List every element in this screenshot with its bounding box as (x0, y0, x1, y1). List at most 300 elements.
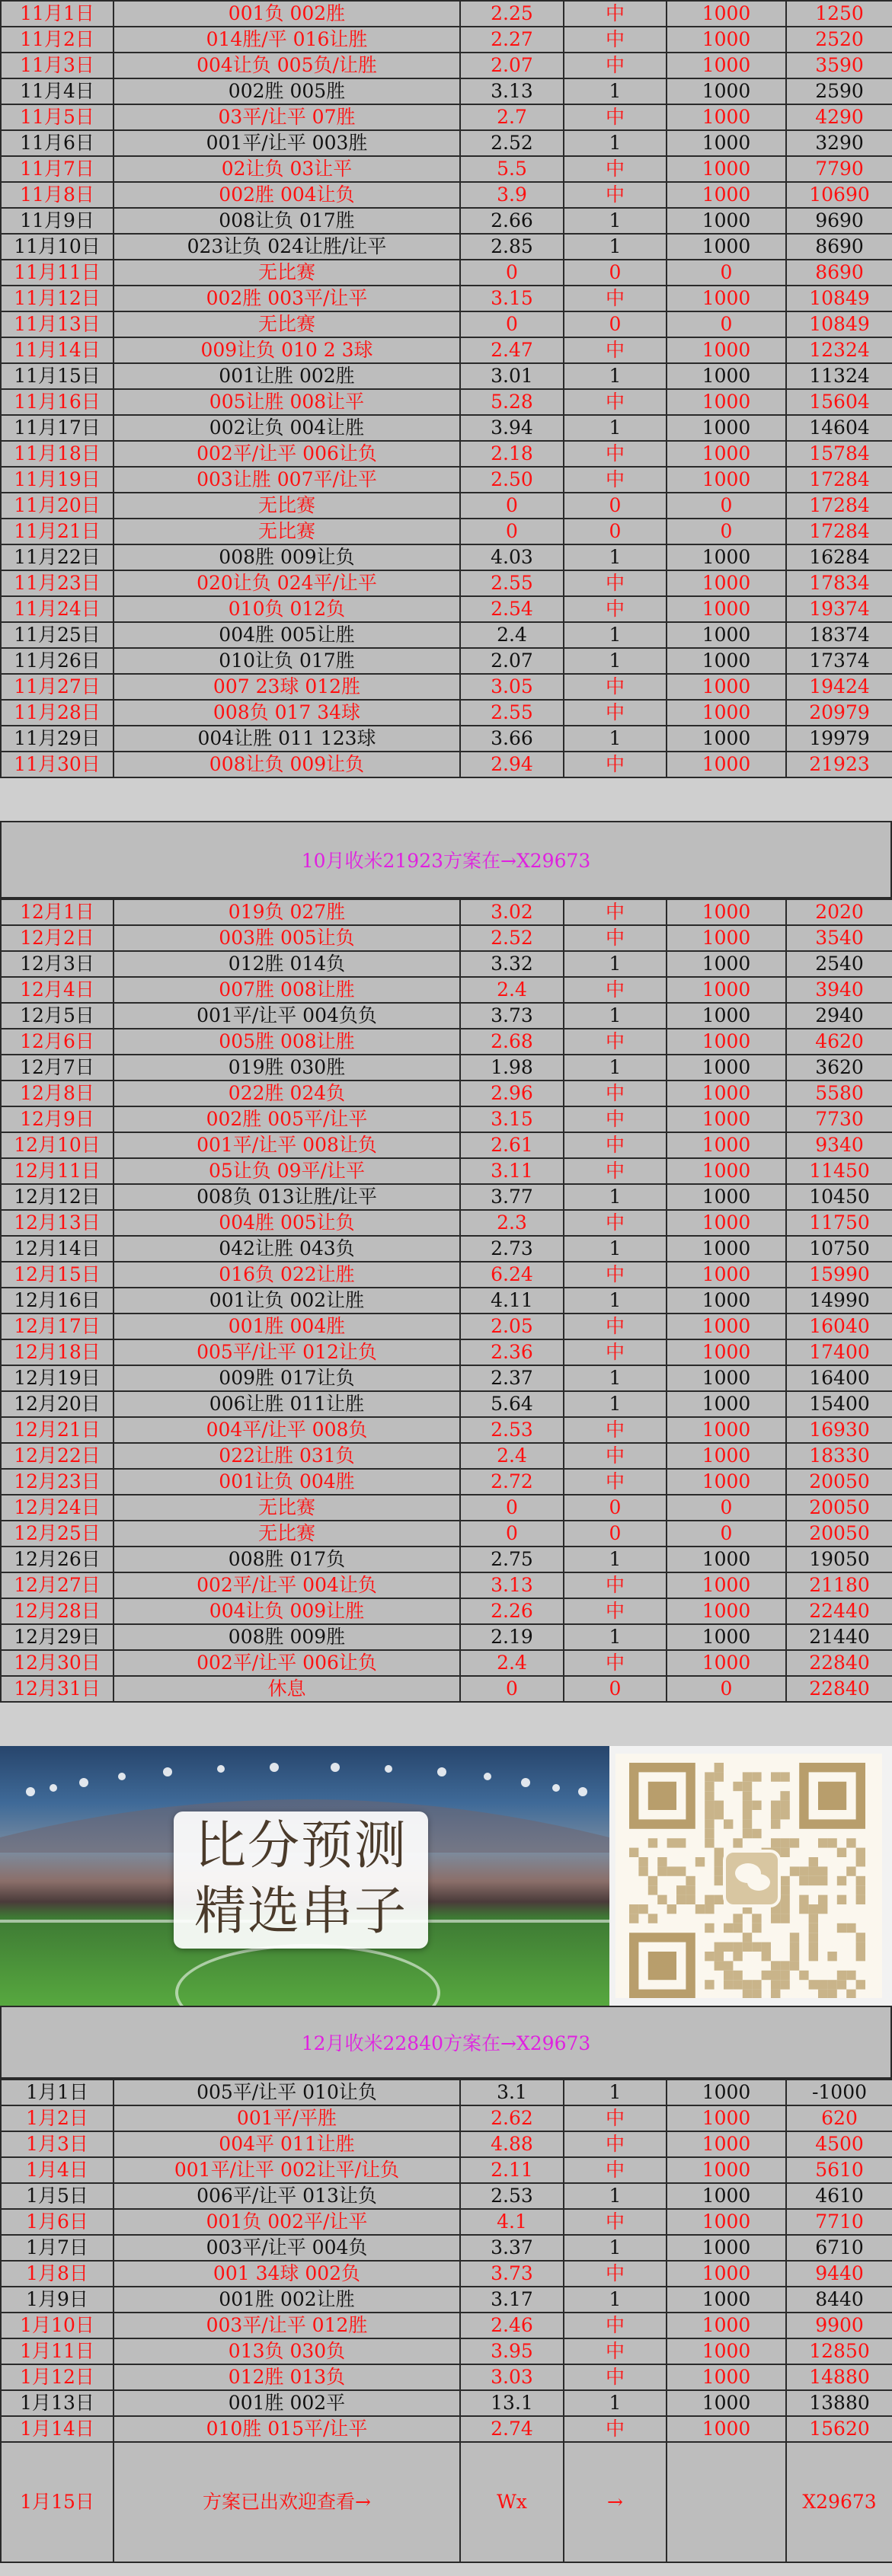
table-row (1, 1184, 892, 1210)
table-row (1, 648, 892, 674)
stake-cell: 1000 (667, 1262, 786, 1288)
date-cell: 12月5日 (1, 1003, 113, 1029)
date-cell: 12月20日 (1, 1391, 113, 1417)
table-row (1, 2442, 892, 2562)
date-cell: 1月1日 (1, 2080, 113, 2105)
date-cell: 12月28日 (1, 1598, 113, 1624)
table-row (1, 1339, 892, 1365)
stake-cell: 1000 (667, 2131, 786, 2157)
odds-cell: 3.9 (460, 182, 564, 208)
stake-cell: 1000 (667, 363, 786, 389)
table-row (1, 1029, 892, 1055)
balance-cell: 20979 (786, 700, 892, 726)
date-cell: 11月5日 (1, 104, 113, 130)
stake-cell: 1000 (667, 648, 786, 674)
table-row (1, 182, 892, 208)
picks-cell: 001胜 002平 (113, 2390, 460, 2416)
date-cell: 12月15日 (1, 1262, 113, 1288)
table-row (1, 1003, 892, 1029)
date-cell: 12月6日 (1, 1029, 113, 1055)
result-cell: 1 (564, 78, 667, 104)
stake-cell: 0 (667, 260, 786, 286)
table-row (1, 234, 892, 260)
december-rows (1, 899, 892, 1702)
promo-line-2: 精选串子 (193, 1882, 408, 1942)
table-row (1, 1210, 892, 1236)
table-row (1, 674, 892, 700)
date-cell: 11月21日 (1, 519, 113, 544)
date-cell: 12月29日 (1, 1624, 113, 1650)
result-cell: 1 (564, 1236, 667, 1262)
odds-cell: 3.37 (460, 2235, 564, 2261)
table-row (1, 951, 892, 977)
table-row (1, 1676, 892, 1702)
stake-cell: 1000 (667, 1624, 786, 1650)
odds-cell: 13.1 (460, 2390, 564, 2416)
balance-cell: 19424 (786, 674, 892, 700)
date-cell: 12月10日 (1, 1132, 113, 1158)
date-cell: 12月26日 (1, 1547, 113, 1572)
odds-cell: 0 (460, 519, 564, 544)
picks-cell: 001平/让平 002让平/让负 (113, 2157, 460, 2183)
picks-cell: 042让胜 043负 (113, 1236, 460, 1262)
date-cell: 12月25日 (1, 1521, 113, 1547)
balance-cell: 5580 (786, 1081, 892, 1106)
picks-cell: 002平/让平 006让负 (113, 441, 460, 467)
odds-cell: 2.62 (460, 2105, 564, 2131)
date-cell: 1月14日 (1, 2416, 113, 2442)
date-cell: 1月6日 (1, 2209, 113, 2235)
result-cell: 中 (564, 467, 667, 493)
odds-cell: 3.13 (460, 78, 564, 104)
picks-cell: 方案已出欢迎查看→ (113, 2442, 460, 2562)
stake-cell: 0 (667, 1676, 786, 1702)
picks-cell: 014胜/平 016让胜 (113, 27, 460, 53)
date-cell: 11月13日 (1, 311, 113, 337)
stake-cell: 1000 (667, 389, 786, 415)
balance-cell: 1250 (786, 1, 892, 27)
november-rows (1, 1, 892, 777)
date-cell: 11月8日 (1, 182, 113, 208)
date-cell: 12月9日 (1, 1106, 113, 1132)
odds-cell: 3.11 (460, 1158, 564, 1184)
stake-cell: 1000 (667, 1055, 786, 1081)
date-cell: 1月10日 (1, 2313, 113, 2338)
result-cell: 中 (564, 1572, 667, 1598)
balance-cell: 9690 (786, 208, 892, 234)
table-row (1, 899, 892, 925)
result-cell: 1 (564, 234, 667, 260)
date-cell: 11月15日 (1, 363, 113, 389)
table-row (1, 1391, 892, 1417)
date-cell: 12月16日 (1, 1288, 113, 1314)
balance-cell: 12324 (786, 337, 892, 363)
balance-cell: 16400 (786, 1365, 892, 1391)
picks-cell: 002平/让平 006让负 (113, 1650, 460, 1676)
odds-cell: 4.88 (460, 2131, 564, 2157)
stake-cell: 1000 (667, 2235, 786, 2261)
odds-cell: 2.7 (460, 104, 564, 130)
picks-cell: 001平/让平 003胜 (113, 130, 460, 156)
odds-cell: 2.66 (460, 208, 564, 234)
table-row (1, 1547, 892, 1572)
odds-cell: 3.02 (460, 899, 564, 925)
result-cell: 1 (564, 2080, 667, 2105)
table-row (1, 1055, 892, 1081)
result-cell: 0 (564, 519, 667, 544)
stake-cell: 1000 (667, 182, 786, 208)
picks-cell: 008让负 017胜 (113, 208, 460, 234)
balance-cell: 13880 (786, 2390, 892, 2416)
result-cell: 中 (564, 925, 667, 951)
balance-cell: 17374 (786, 648, 892, 674)
picks-cell: 007 23球 012胜 (113, 674, 460, 700)
stake-cell: 1000 (667, 1417, 786, 1443)
table-row (1, 622, 892, 648)
stake-cell: 1000 (667, 1314, 786, 1339)
stake-cell: 1000 (667, 1469, 786, 1495)
date-cell: 11月24日 (1, 596, 113, 622)
date-cell: 12月2日 (1, 925, 113, 951)
balance-cell: 18330 (786, 1443, 892, 1469)
odds-cell: 2.85 (460, 234, 564, 260)
date-cell: 12月13日 (1, 1210, 113, 1236)
picks-cell: 007胜 008让胜 (113, 977, 460, 1003)
date-cell: 11月3日 (1, 53, 113, 78)
result-cell: 中 (564, 53, 667, 78)
table-row (1, 2131, 892, 2157)
result-cell: 1 (564, 648, 667, 674)
odds-cell: 5.5 (460, 156, 564, 182)
result-cell: 中 (564, 899, 667, 925)
odds-cell: 4.11 (460, 1288, 564, 1314)
result-cell: 中 (564, 1314, 667, 1339)
result-cell: 1 (564, 1365, 667, 1391)
result-cell: 中 (564, 286, 667, 311)
result-cell: 中 (564, 1081, 667, 1106)
odds-cell: 2.4 (460, 622, 564, 648)
stake-cell: 1000 (667, 2157, 786, 2183)
date-cell: 1月7日 (1, 2235, 113, 2261)
table-row (1, 2105, 892, 2131)
date-cell: 12月7日 (1, 1055, 113, 1081)
balance-cell: 4620 (786, 1029, 892, 1055)
stake-cell: 1000 (667, 2209, 786, 2235)
odds-cell: 3.95 (460, 2338, 564, 2364)
stake-cell: 1000 (667, 1365, 786, 1391)
picks-cell: 005平/让平 012让负 (113, 1339, 460, 1365)
stake-cell: 1000 (667, 234, 786, 260)
stake-cell: 1000 (667, 2080, 786, 2105)
picks-cell: 010负 012负 (113, 596, 460, 622)
odds-cell: 2.72 (460, 1469, 564, 1495)
picks-cell: 001负 002平/让平 (113, 2209, 460, 2235)
odds-cell: 1.98 (460, 1055, 564, 1081)
stake-cell: 1000 (667, 27, 786, 53)
january-rows (1, 2080, 892, 2562)
balance-cell: 5610 (786, 2157, 892, 2183)
balance-cell: 3620 (786, 1055, 892, 1081)
balance-cell: 7730 (786, 1106, 892, 1132)
result-cell: 中 (564, 104, 667, 130)
picks-cell: 002让负 004让胜 (113, 415, 460, 441)
picks-cell: 008让负 009让负 (113, 752, 460, 777)
result-cell: 中 (564, 1598, 667, 1624)
result-cell: 中 (564, 596, 667, 622)
promo-text-card (174, 1811, 428, 1949)
odds-cell: 3.05 (460, 674, 564, 700)
result-cell: → (564, 2442, 667, 2562)
balance-cell: 22840 (786, 1650, 892, 1676)
picks-cell: 002胜 005平/让平 (113, 1106, 460, 1132)
result-cell: 1 (564, 363, 667, 389)
table-row (1, 2416, 892, 2442)
balance-cell: 4290 (786, 104, 892, 130)
table-row (1, 1262, 892, 1288)
stake-cell: 1000 (667, 130, 786, 156)
table-row (1, 1288, 892, 1314)
stake-cell: 1000 (667, 1081, 786, 1106)
picks-cell: 03平/让平 07胜 (113, 104, 460, 130)
result-cell: 中 (564, 2157, 667, 2183)
stake-cell: 1000 (667, 1339, 786, 1365)
stake-cell: 1000 (667, 1029, 786, 1055)
result-cell: 0 (564, 1521, 667, 1547)
picks-cell: 020让负 024平/让平 (113, 570, 460, 596)
odds-cell: 2.36 (460, 1339, 564, 1365)
date-cell: 11月10日 (1, 234, 113, 260)
table-row (1, 2313, 892, 2338)
balance-cell: 17284 (786, 467, 892, 493)
balance-cell: 14990 (786, 1288, 892, 1314)
picks-cell: 001胜 002让胜 (113, 2287, 460, 2313)
picks-cell: 004让负 005负/让胜 (113, 53, 460, 78)
result-cell: 0 (564, 260, 667, 286)
table-row (1, 389, 892, 415)
stake-cell: 1000 (667, 1288, 786, 1314)
odds-cell: 5.28 (460, 389, 564, 415)
stake-cell: 1000 (667, 337, 786, 363)
balance-cell: 7710 (786, 2209, 892, 2235)
date-cell: 12月19日 (1, 1365, 113, 1391)
result-cell: 0 (564, 1676, 667, 1702)
result-cell: 中 (564, 1029, 667, 1055)
date-cell: 12月11日 (1, 1158, 113, 1184)
odds-cell: 2.11 (460, 2157, 564, 2183)
date-cell: 1月8日 (1, 2261, 113, 2287)
table-row (1, 2157, 892, 2183)
result-cell: 0 (564, 493, 667, 519)
balance-cell: 21923 (786, 752, 892, 777)
stake-cell: 1000 (667, 286, 786, 311)
picks-cell: 003让胜 007平/让平 (113, 467, 460, 493)
balance-cell: 4500 (786, 2131, 892, 2157)
picks-cell: 012胜 013负 (113, 2364, 460, 2390)
balance-cell: 17284 (786, 493, 892, 519)
table-row (1, 441, 892, 467)
date-cell: 12月27日 (1, 1572, 113, 1598)
table-row (1, 925, 892, 951)
stake-cell: 0 (667, 311, 786, 337)
date-cell: 12月17日 (1, 1314, 113, 1339)
stake-cell: 1000 (667, 1443, 786, 1469)
table-row (1, 2261, 892, 2287)
picks-cell: 004胜 005让负 (113, 1210, 460, 1236)
odds-cell: 3.73 (460, 2261, 564, 2287)
odds-cell: 6.24 (460, 1262, 564, 1288)
odds-cell: 4.1 (460, 2209, 564, 2235)
stake-cell: 1000 (667, 899, 786, 925)
result-cell: 1 (564, 1003, 667, 1029)
result-cell: 1 (564, 1055, 667, 1081)
result-cell: 中 (564, 2338, 667, 2364)
result-cell: 中 (564, 1650, 667, 1676)
table-row (1, 544, 892, 570)
table-row (1, 977, 892, 1003)
date-cell: 11月27日 (1, 674, 113, 700)
stake-cell: 1000 (667, 2364, 786, 2390)
picks-cell: 002胜 004让负 (113, 182, 460, 208)
november-results-table (0, 0, 892, 778)
picks-cell: 022胜 024负 (113, 1081, 460, 1106)
odds-cell: 3.73 (460, 1003, 564, 1029)
balance-cell: 22840 (786, 1676, 892, 1702)
date-cell: 11月23日 (1, 570, 113, 596)
picks-cell: 012胜 014负 (113, 951, 460, 977)
stake-cell: 1000 (667, 415, 786, 441)
table-row (1, 130, 892, 156)
date-cell: 11月22日 (1, 544, 113, 570)
date-cell: 11月2日 (1, 27, 113, 53)
table-row (1, 570, 892, 596)
balance-cell: 21440 (786, 1624, 892, 1650)
picks-cell: 无比赛 (113, 311, 460, 337)
table-row (1, 2390, 892, 2416)
odds-cell: 3.13 (460, 1572, 564, 1598)
date-cell: 12月31日 (1, 1676, 113, 1702)
odds-cell: 3.01 (460, 363, 564, 389)
result-cell: 1 (564, 2183, 667, 2209)
balance-cell: 15620 (786, 2416, 892, 2442)
table-row (1, 1365, 892, 1391)
odds-cell: 3.66 (460, 726, 564, 752)
stake-cell: 1000 (667, 1650, 786, 1676)
picks-cell: 003平/让平 004负 (113, 2235, 460, 2261)
odds-cell: 2.26 (460, 1598, 564, 1624)
odds-cell: 0 (460, 1495, 564, 1521)
table-row (1, 1495, 892, 1521)
table-row (1, 519, 892, 544)
date-cell: 11月12日 (1, 286, 113, 311)
stake-cell: 0 (667, 493, 786, 519)
date-cell: 1月13日 (1, 2390, 113, 2416)
result-cell: 1 (564, 415, 667, 441)
picks-cell: 010让负 017胜 (113, 648, 460, 674)
stadium-picture (0, 1746, 609, 2006)
balance-cell: 14604 (786, 415, 892, 441)
date-cell: 12月30日 (1, 1650, 113, 1676)
november-summary-banner: 10月收米21923方案在→X29673 (0, 821, 892, 899)
balance-cell: 15784 (786, 441, 892, 467)
date-cell: 11月14日 (1, 337, 113, 363)
stake-cell: 1000 (667, 726, 786, 752)
picks-cell: 023让负 024让胜/让平 (113, 234, 460, 260)
date-cell: 11月4日 (1, 78, 113, 104)
result-cell: 中 (564, 1210, 667, 1236)
table-row (1, 53, 892, 78)
stake-cell: 1000 (667, 1210, 786, 1236)
balance-cell: 2590 (786, 78, 892, 104)
odds-cell: 3.17 (460, 2287, 564, 2313)
balance-cell: 11750 (786, 1210, 892, 1236)
stake-cell: 1000 (667, 1547, 786, 1572)
date-cell: 1月9日 (1, 2287, 113, 2313)
date-cell: 1月4日 (1, 2157, 113, 2183)
result-cell: 1 (564, 1184, 667, 1210)
table-row (1, 1, 892, 27)
december-results-table (0, 899, 892, 1703)
picks-cell: 001让负 002让胜 (113, 1288, 460, 1314)
stake-cell: 1000 (667, 2183, 786, 2209)
balance-cell: 15604 (786, 389, 892, 415)
date-cell: 1月11日 (1, 2338, 113, 2364)
stake-cell: 1000 (667, 1003, 786, 1029)
result-cell: 1 (564, 1391, 667, 1417)
balance-cell: 17834 (786, 570, 892, 596)
balance-cell: 2540 (786, 951, 892, 977)
picks-cell: 003平/让平 012胜 (113, 2313, 460, 2338)
result-cell: 1 (564, 1288, 667, 1314)
result-cell: 中 (564, 1469, 667, 1495)
balance-cell: 16284 (786, 544, 892, 570)
balance-cell: 3290 (786, 130, 892, 156)
odds-cell: 2.3 (460, 1210, 564, 1236)
balance-cell: 3540 (786, 925, 892, 951)
result-cell: 1 (564, 1547, 667, 1572)
picks-cell: 008胜 009让负 (113, 544, 460, 570)
date-cell: 12月8日 (1, 1081, 113, 1106)
center-circle (175, 1944, 440, 2006)
odds-cell: 3.94 (460, 415, 564, 441)
picks-cell: 02让负 03让平 (113, 156, 460, 182)
stake-cell: 1000 (667, 1184, 786, 1210)
picks-cell: 008胜 017负 (113, 1547, 460, 1572)
wechat-icon (723, 1850, 781, 1907)
balance-cell: 16040 (786, 1314, 892, 1339)
table-row (1, 2338, 892, 2364)
promo-line-1: 比分预测 (193, 1816, 408, 1876)
december-summary-banner: 12月收米22840方案在→X29673 (0, 2006, 892, 2079)
stake-cell: 0 (667, 1495, 786, 1521)
stake-cell: 0 (667, 1521, 786, 1547)
balance-cell: 19979 (786, 726, 892, 752)
odds-cell: 2.53 (460, 1417, 564, 1443)
result-cell: 1 (564, 208, 667, 234)
odds-cell: 3.1 (460, 2080, 564, 2105)
table-row (1, 260, 892, 286)
picks-cell: 无比赛 (113, 519, 460, 544)
odds-cell: 2.53 (460, 2183, 564, 2209)
picks-cell: 001平/让平 008让负 (113, 1132, 460, 1158)
picks-cell: 005让胜 008让平 (113, 389, 460, 415)
table-row (1, 1624, 892, 1650)
stake-cell: 1000 (667, 752, 786, 777)
odds-cell: 2.27 (460, 27, 564, 53)
date-cell: 12月24日 (1, 1495, 113, 1521)
balance-cell: 8440 (786, 2287, 892, 2313)
date-cell: 11月20日 (1, 493, 113, 519)
table-row (1, 1650, 892, 1676)
